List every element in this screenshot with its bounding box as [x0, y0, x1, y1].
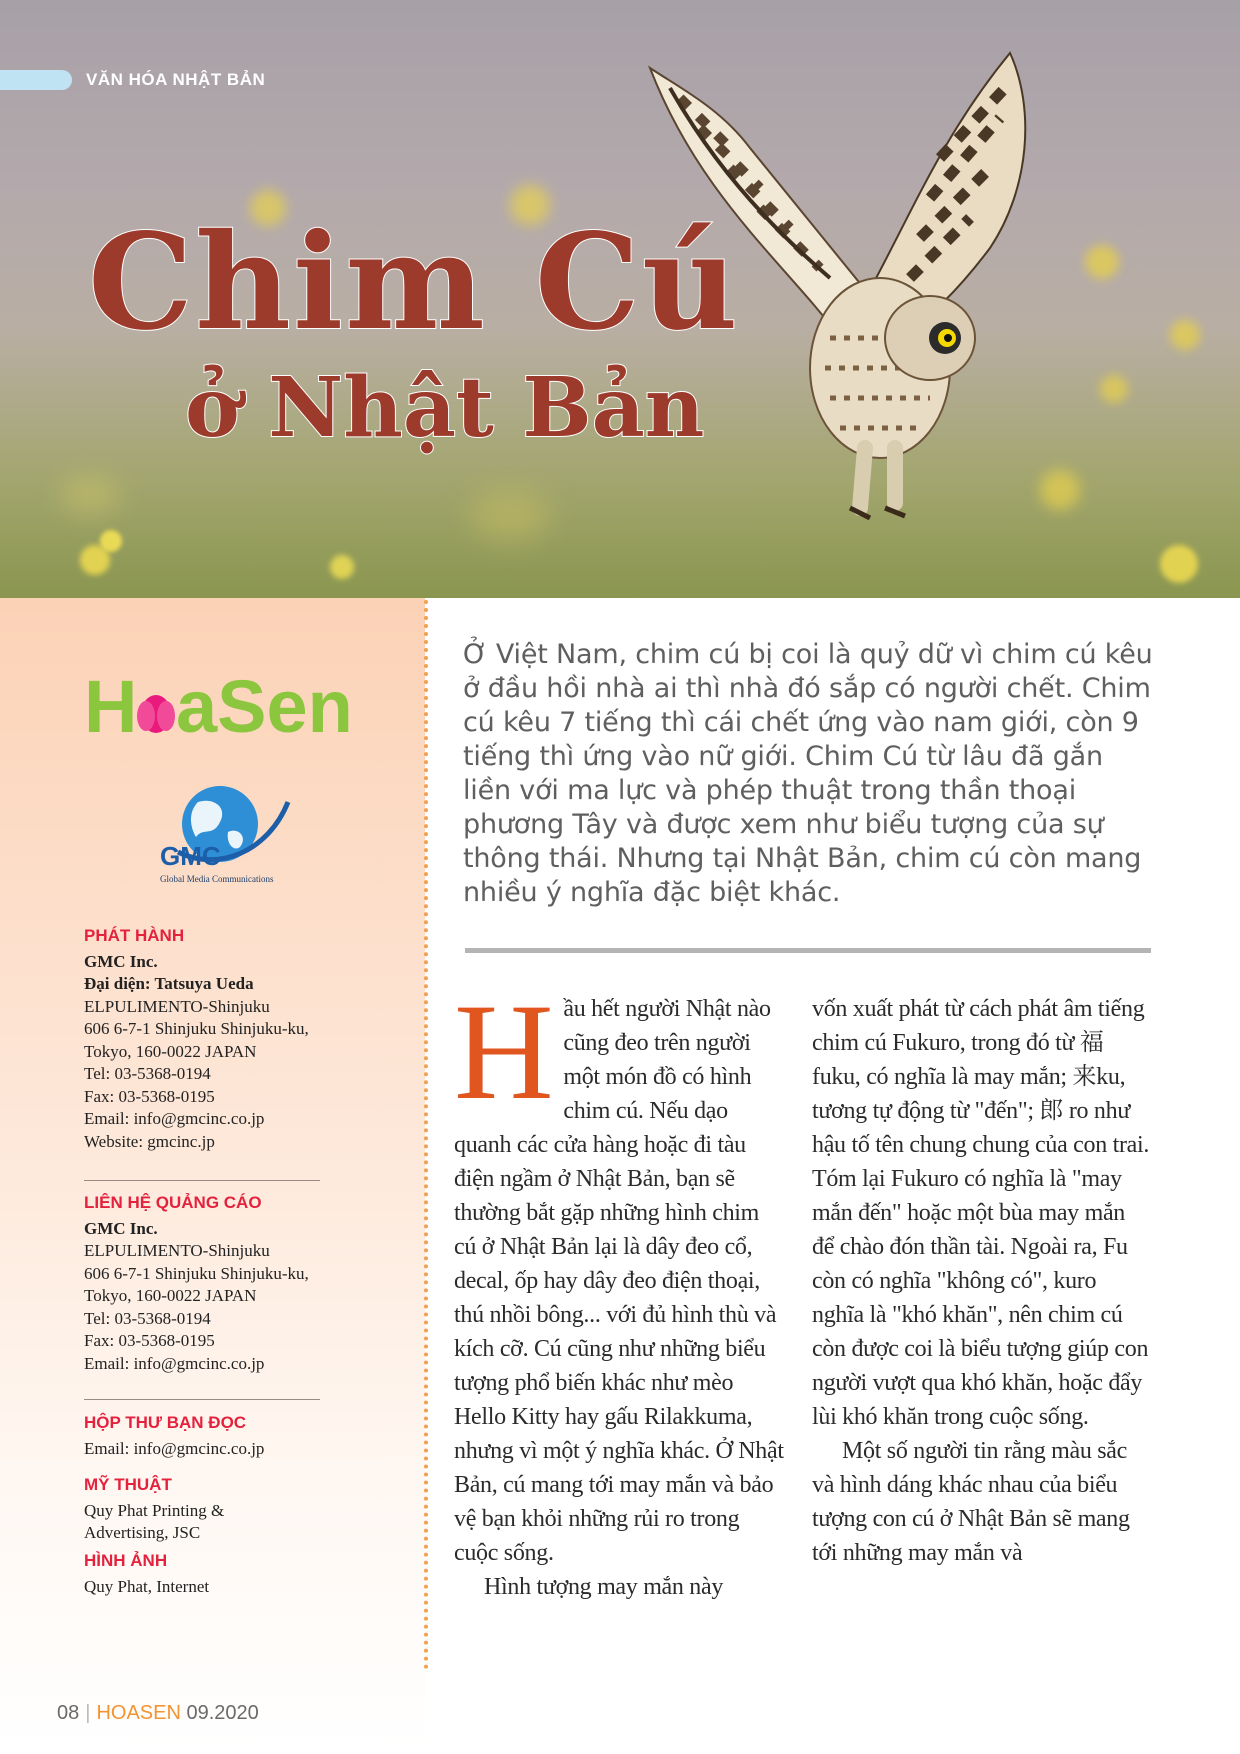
- page-number: 08: [57, 1702, 80, 1724]
- bokeh-flower: [1170, 320, 1200, 350]
- hoasen-logo[interactable]: [84, 650, 374, 768]
- article-paragraph: Một số người tin rằng màu sắc và hình dáng khác nhau của biểu tượng con cú ở Nhật Bản sẽ mang tới những may mắn và: [812, 1438, 1130, 1566]
- footer-separator: |: [85, 1702, 91, 1724]
- sidebar-divider-line: [84, 1180, 320, 1181]
- publisher-company: GMC Inc.: [84, 951, 158, 971]
- publisher-website[interactable]: Website: gmcinc.jp: [84, 1131, 215, 1151]
- ads-tel: Tel: 03-5368-0194: [84, 1308, 211, 1328]
- ads-company: GMC Inc.: [84, 1218, 158, 1238]
- ads-fax: Fax: 03-5368-0195: [84, 1331, 215, 1350]
- bokeh-flower: [100, 530, 122, 552]
- gmc-logo[interactable]: [158, 782, 298, 892]
- gmc-logo-subtitle: Global Media Communications: [160, 874, 274, 884]
- sidebar-divider-line: [84, 1399, 320, 1400]
- ads-heading: LIÊN HỆ QUẢNG CÁO: [84, 1193, 262, 1212]
- hero-banner: [0, 0, 1240, 598]
- hoasen-logo-text-right: aSen: [176, 665, 353, 748]
- publisher-block: [84, 925, 309, 1153]
- art-line-1: Quy Phat Printing &: [84, 1500, 225, 1520]
- bokeh-flower: [1160, 545, 1198, 583]
- ads-address-2: 606 6-7-1 Shinjuku Shinjuku-ku,: [84, 1263, 309, 1283]
- art-block: [84, 1474, 224, 1545]
- ads-address-1: ELPULIMENTO-Shinjuku: [84, 1241, 270, 1260]
- intro-paragraph: Ở Việt Nam, chim cú bị coi là quỷ dữ vì chim cú kêu ở đầu hồi nhà ai thì nhà đó sắp có người chết. Chim cú kêu 7 tiếng thì cái chết ứng vào nam giới, còn 9 tiếng thì ứng vào nữ giới. Chim Cú từ lâu đã gắn liền với ma lực và phép thuật trong thần thoại phương Tây và được xem như biểu tượng của sự thông thái. Nhưng tại Nhật Bản, chim cú còn mang nhiều ý nghĩa đặc biệt khác.: [463, 639, 1153, 908]
- bokeh-flower: [60, 475, 120, 515]
- art-heading: MỸ THUẬT: [84, 1475, 172, 1494]
- publisher-address-1: ELPULIMENTO-Shinjuku: [84, 996, 270, 1016]
- gmc-logo-text: GMC: [160, 841, 221, 871]
- photo-heading: HÌNH ẢNH: [84, 1551, 168, 1570]
- article-paragraph: ầu hết người Nhật nào cũng đeo trên người một món đồ có hình chim cú. Nếu dạo quanh các cửa hàng hoặc đi tàu điện ngầm ở Nhật Bản, bạn sẽ thường bắt gặp những hình chim cú ở Nhật Bản lại là dây đeo cổ, decal, ốp hay dây đeo điện thoại, thú nhồi bông... với đủ hình thù và kích cỡ. Cú cũng như những biểu tượng phổ biến khác như mèo Hello Kitty hay gấu Rilakkuma, nhưng vì một ý nghĩa khác. Ở Nhật Bản, cú mang tới may mắn và bảo vệ bạn khỏi những rủi ro trong cuộc sống.: [454, 996, 784, 1566]
- photo-block: [84, 1550, 209, 1598]
- mailbox-email[interactable]: Email: info@gmcinc.co.jp: [84, 1438, 265, 1458]
- page-title: Chim Cú: [88, 205, 740, 360]
- article-column-1: [454, 975, 784, 1604]
- owl-illustration: [640, 38, 1080, 558]
- mailbox-heading: HỘP THƯ BẠN ĐỌC: [84, 1413, 247, 1432]
- publisher-tel: Tel: 03-5368-0194: [84, 1064, 211, 1083]
- publisher-fax: Fax: 03-5368-0195: [84, 1086, 215, 1106]
- article-paragraph: vốn xuất phát từ cách phát âm tiếng chim cú Fukuro, trong đó từ 福 fuku, có nghĩa là may mắn; 来ku, tương tự động từ "đến"; 郎 ro như hậu tố tên chung chung của con trai. Tóm lại Fukuro có nghĩa là "may mắn đến" hoặc một bùa may mắn để chào đón thần tài. Ngoài ra, Fu còn có nghĩa "không có", kuro nghĩa là "khó khăn", nên chim cú còn được coi là biểu tượng giúp con người vượt qua khó khăn, hoặc đẩy lùi khó khăn trong cuộc sống.: [812, 996, 1150, 1430]
- footer-brand: HOASEN: [96, 1702, 181, 1724]
- section-tab: [0, 70, 72, 90]
- publisher-email[interactable]: Email: info@gmcinc.co.jp: [84, 1109, 265, 1128]
- lotus-icon: [137, 695, 175, 733]
- bokeh-flower: [1085, 245, 1119, 279]
- publisher-address-2: 606 6-7-1 Shinjuku Shinjuku-ku,: [84, 1019, 309, 1038]
- page-subtitle: ở Nhật Bản: [185, 360, 705, 456]
- ads-block: [84, 1192, 309, 1375]
- article-column-2: [812, 992, 1152, 1570]
- hoasen-logo-text-left: H: [84, 665, 138, 748]
- section-label: VĂN HÓA NHẬT BẢN: [86, 70, 266, 89]
- bokeh-flower: [470, 490, 550, 540]
- article-paragraph: Hình tượng may mắn này: [484, 1574, 724, 1600]
- footer-issue: 09.2020: [186, 1702, 259, 1724]
- sidebar-divider: [424, 600, 428, 1670]
- drop-cap: H: [454, 975, 554, 1128]
- page-footer: [57, 1702, 259, 1725]
- ads-email[interactable]: Email: info@gmcinc.co.jp: [84, 1353, 265, 1373]
- publisher-heading: PHÁT HÀNH: [84, 926, 185, 945]
- ads-address-3: Tokyo, 160-0022 JAPAN: [84, 1286, 257, 1305]
- photo-line-1: Quy Phat, Internet: [84, 1576, 210, 1596]
- mailbox-block: [84, 1412, 264, 1460]
- publisher-rep: Đại diện: Tatsuya Ueda: [84, 974, 254, 993]
- bokeh-flower: [1100, 375, 1128, 403]
- bokeh-flower: [330, 555, 354, 579]
- sidebar: [0, 598, 425, 1754]
- publisher-address-3: Tokyo, 160-0022 JAPAN: [84, 1041, 257, 1061]
- art-line-2: Advertising, JSC: [84, 1523, 201, 1542]
- intro-rule: [465, 948, 1151, 953]
